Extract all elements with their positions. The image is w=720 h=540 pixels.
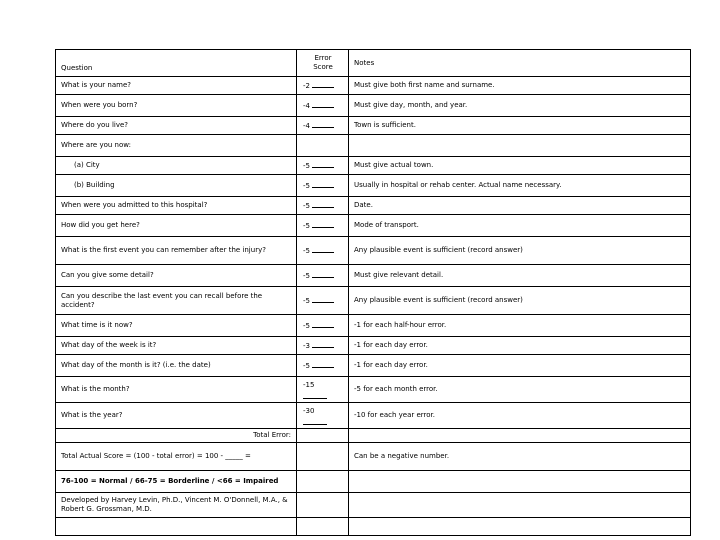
score-value: -5 (303, 246, 310, 255)
note-cell: Usually in hospital or rehab center. Actual name necessary. (349, 175, 691, 197)
developer-note (349, 493, 691, 518)
score-cell (297, 77, 349, 95)
developer-score (297, 493, 349, 518)
question-cell: What time is it now? (56, 315, 297, 337)
table-row (56, 403, 691, 429)
table-row (56, 215, 691, 237)
table-row (56, 197, 691, 215)
empty-cell (56, 518, 297, 536)
table-row (56, 287, 691, 315)
table-row (56, 175, 691, 197)
table-row (56, 237, 691, 265)
score-blank[interactable] (303, 392, 327, 399)
score-value: -30 (303, 406, 315, 415)
score-cell (297, 237, 349, 265)
score-cell (297, 197, 349, 215)
table-row (56, 315, 691, 337)
score-cell (297, 315, 349, 337)
score-blank[interactable] (312, 246, 334, 253)
table-row (56, 135, 691, 157)
question-cell: Can you describe the last event you can recall before the accident? (56, 287, 297, 315)
question-cell: Where are you now: (56, 135, 297, 157)
question-cell: When were you admitted to this hospital? (56, 197, 297, 215)
empty-cell (349, 518, 691, 536)
goat-table (55, 49, 691, 536)
score-cell (297, 337, 349, 355)
score-cell (297, 215, 349, 237)
scale-row (56, 471, 691, 493)
table-row (56, 355, 691, 377)
note-cell: Must give both first name and surname. (349, 77, 691, 95)
score-blank[interactable] (312, 81, 334, 88)
table-row (56, 157, 691, 175)
total-actual-note: Can be a negative number. (349, 443, 691, 471)
total-error-score[interactable] (297, 429, 349, 443)
score-cell (297, 403, 349, 429)
note-cell: -5 for each month error. (349, 377, 691, 403)
note-cell: Must give relevant detail. (349, 265, 691, 287)
score-cell (297, 135, 349, 157)
note-cell: -1 for each day error. (349, 355, 691, 377)
total-actual-row (56, 443, 691, 471)
note-cell (349, 135, 691, 157)
score-blank[interactable] (312, 361, 334, 368)
note-cell: Any plausible event is sufficient (record answer) (349, 287, 691, 315)
score-value: -5 (303, 161, 310, 170)
score-cell (297, 265, 349, 287)
developer-credit: Developed by Harvey Levin, Ph.D., Vincent M. O'Donnell, M.A., & Robert G. Grossman, M.D. (56, 493, 297, 518)
developer-row (56, 493, 691, 518)
note-cell: -1 for each half-hour error. (349, 315, 691, 337)
score-blank[interactable] (312, 121, 334, 128)
score-value: -5 (303, 361, 310, 370)
header-notes: Notes (349, 50, 691, 77)
note-cell: Must give actual town. (349, 157, 691, 175)
note-cell: -1 for each day error. (349, 337, 691, 355)
question-cell: What is the year? (56, 403, 297, 429)
score-value: -5 (303, 321, 310, 330)
total-error-note (349, 429, 691, 443)
score-blank[interactable] (312, 221, 334, 228)
score-cell (297, 95, 349, 117)
score-blank[interactable] (312, 341, 334, 348)
question-cell: What is your name? (56, 77, 297, 95)
question-cell: How did you get here? (56, 215, 297, 237)
score-value: -3 (303, 341, 310, 350)
table-row (56, 117, 691, 135)
score-blank[interactable] (312, 181, 334, 188)
score-blank[interactable] (312, 296, 334, 303)
score-blank[interactable] (312, 271, 334, 278)
note-cell: Date. (349, 197, 691, 215)
question-cell: Can you give some detail? (56, 265, 297, 287)
score-blank[interactable] (312, 321, 334, 328)
score-blank[interactable] (312, 101, 334, 108)
score-value: -4 (303, 101, 310, 110)
score-value: -5 (303, 296, 310, 305)
empty-cell (297, 518, 349, 536)
total-actual-label: Total Actual Score = (100 - total error) = 100 - _____ = (56, 443, 297, 471)
question-cell: What is the month? (56, 377, 297, 403)
score-value: -2 (303, 81, 310, 90)
score-value: -5 (303, 201, 310, 210)
score-cell (297, 117, 349, 135)
total-error-label: Total Error: (56, 429, 297, 443)
score-value: -4 (303, 121, 310, 130)
scale-note (349, 471, 691, 493)
header-question: Question (56, 50, 297, 77)
score-blank[interactable] (312, 201, 334, 208)
score-value: -5 (303, 221, 310, 230)
question-cell: What day of the month is it? (i.e. the date) (56, 355, 297, 377)
question-cell: What is the first event you can remember after the injury? (56, 237, 297, 265)
note-cell: Mode of transport. (349, 215, 691, 237)
table-row (56, 377, 691, 403)
score-cell (297, 377, 349, 403)
score-value: -15 (303, 380, 315, 389)
total-actual-score[interactable] (297, 443, 349, 471)
question-cell: (a) City (56, 157, 297, 175)
note-cell: Town is sufficient. (349, 117, 691, 135)
scale-score (297, 471, 349, 493)
note-cell: Must give day, month, and year. (349, 95, 691, 117)
note-cell: -10 for each year error. (349, 403, 691, 429)
header-error-score (297, 50, 349, 77)
score-cell (297, 355, 349, 377)
score-value: -5 (303, 181, 310, 190)
table-row (56, 337, 691, 355)
question-cell: Where do you live? (56, 117, 297, 135)
score-cell (297, 175, 349, 197)
score-cell (297, 287, 349, 315)
header-error-score-text: Error Score (313, 54, 333, 71)
total-error-row (56, 429, 691, 443)
score-blank[interactable] (312, 161, 334, 168)
question-cell: When were you born? (56, 95, 297, 117)
question-cell: What day of the week is it? (56, 337, 297, 355)
scale-text: 76-100 = Normal / 66-75 = Borderline / <66 = Impaired (56, 471, 297, 493)
table-row (56, 77, 691, 95)
empty-row (56, 518, 691, 536)
question-cell: (b) Building (56, 175, 297, 197)
table-row (56, 265, 691, 287)
score-cell (297, 157, 349, 175)
score-value: -5 (303, 271, 310, 280)
score-blank[interactable] (303, 418, 327, 425)
table-row (56, 95, 691, 117)
note-cell: Any plausible event is sufficient (record answer) (349, 237, 691, 265)
header-row (56, 50, 691, 77)
